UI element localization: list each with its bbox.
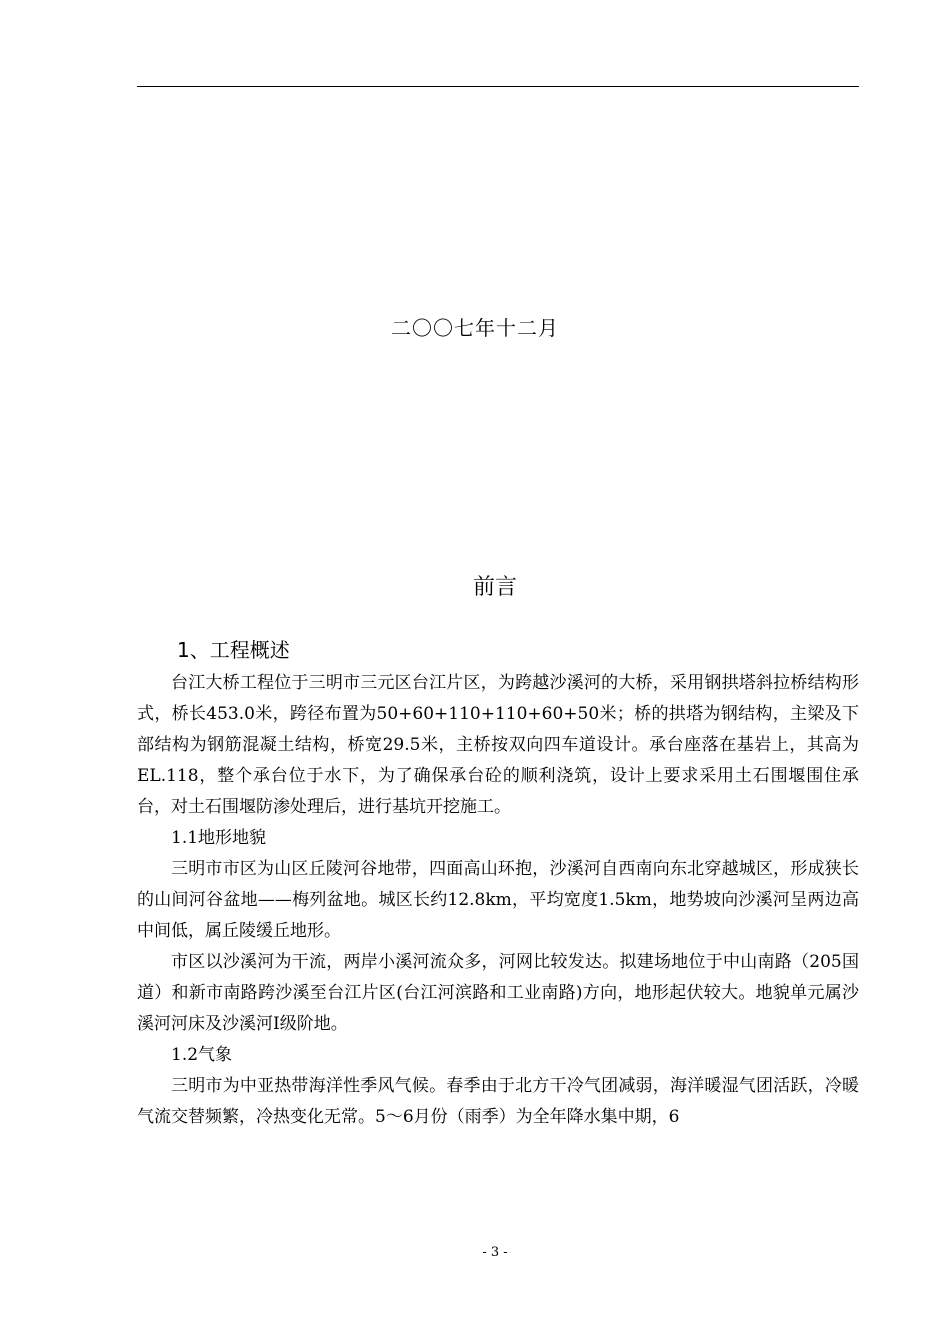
paragraph-overview: 台江大桥工程位于三明市三元区台江片区，为跨越沙溪河的大桥，采用钢拱塔斜拉桥结构形式，桥长453.0米，跨径布置为50+60+110+110+60+50米；桥的拱塔为钢结构，主梁及下部结构为钢筋混凝土结构，桥宽29.5米，主桥按双向四车道设计。承台座落在基岩上，其高为EL.118，整个承台位于水下，为了确保承台砼的顺利浇筑，设计上要求采用土石围堰围住承台，对土石围堰防渗处理后，进行基坑开挖施工。 [137,673,859,817]
header-rule [137,86,859,87]
page-number: - 3 - [482,1245,508,1260]
paragraph-rivers: 市区以沙溪河为干流，两岸小溪河流众多，河网比较发达。拟建场地位于中山南路（205国道）和新市南路跨沙溪至台江片区(台江河滨路和工业南路)方向，地形起伏较大。地貌单元属沙溪河河床及沙溪河Ⅰ级阶地。 [137,952,859,1034]
paragraph-terrain: 三明市市区为山区丘陵河谷地带，四面高山环抱，沙溪河自西南向东北穿越城区，形成狭长的山间河谷盆地——梅列盆地。城区长约12.8km，平均宽度1.5km，地势坡向沙溪河呈两边高中间低，属丘陵缓丘地形。 [137,859,859,941]
section-heading: 1、工程概述 [177,638,290,662]
paragraph-climate: 三明市为中亚热带海洋性季风气候。春季由于北方干冷气团减弱，海洋暖湿气团活跃，冷暖气流交替频繁，冷热变化无常。5～6月份（雨季）为全年降水集中期，6 [137,1076,859,1127]
document-date: 二〇〇七年十二月 [391,316,559,340]
subheading-climate: 1.2气象 [171,1045,233,1065]
body-text [137,668,859,1133]
page-title: 前言 [472,575,517,600]
subheading-terrain: 1.1地形地貌 [171,828,267,848]
